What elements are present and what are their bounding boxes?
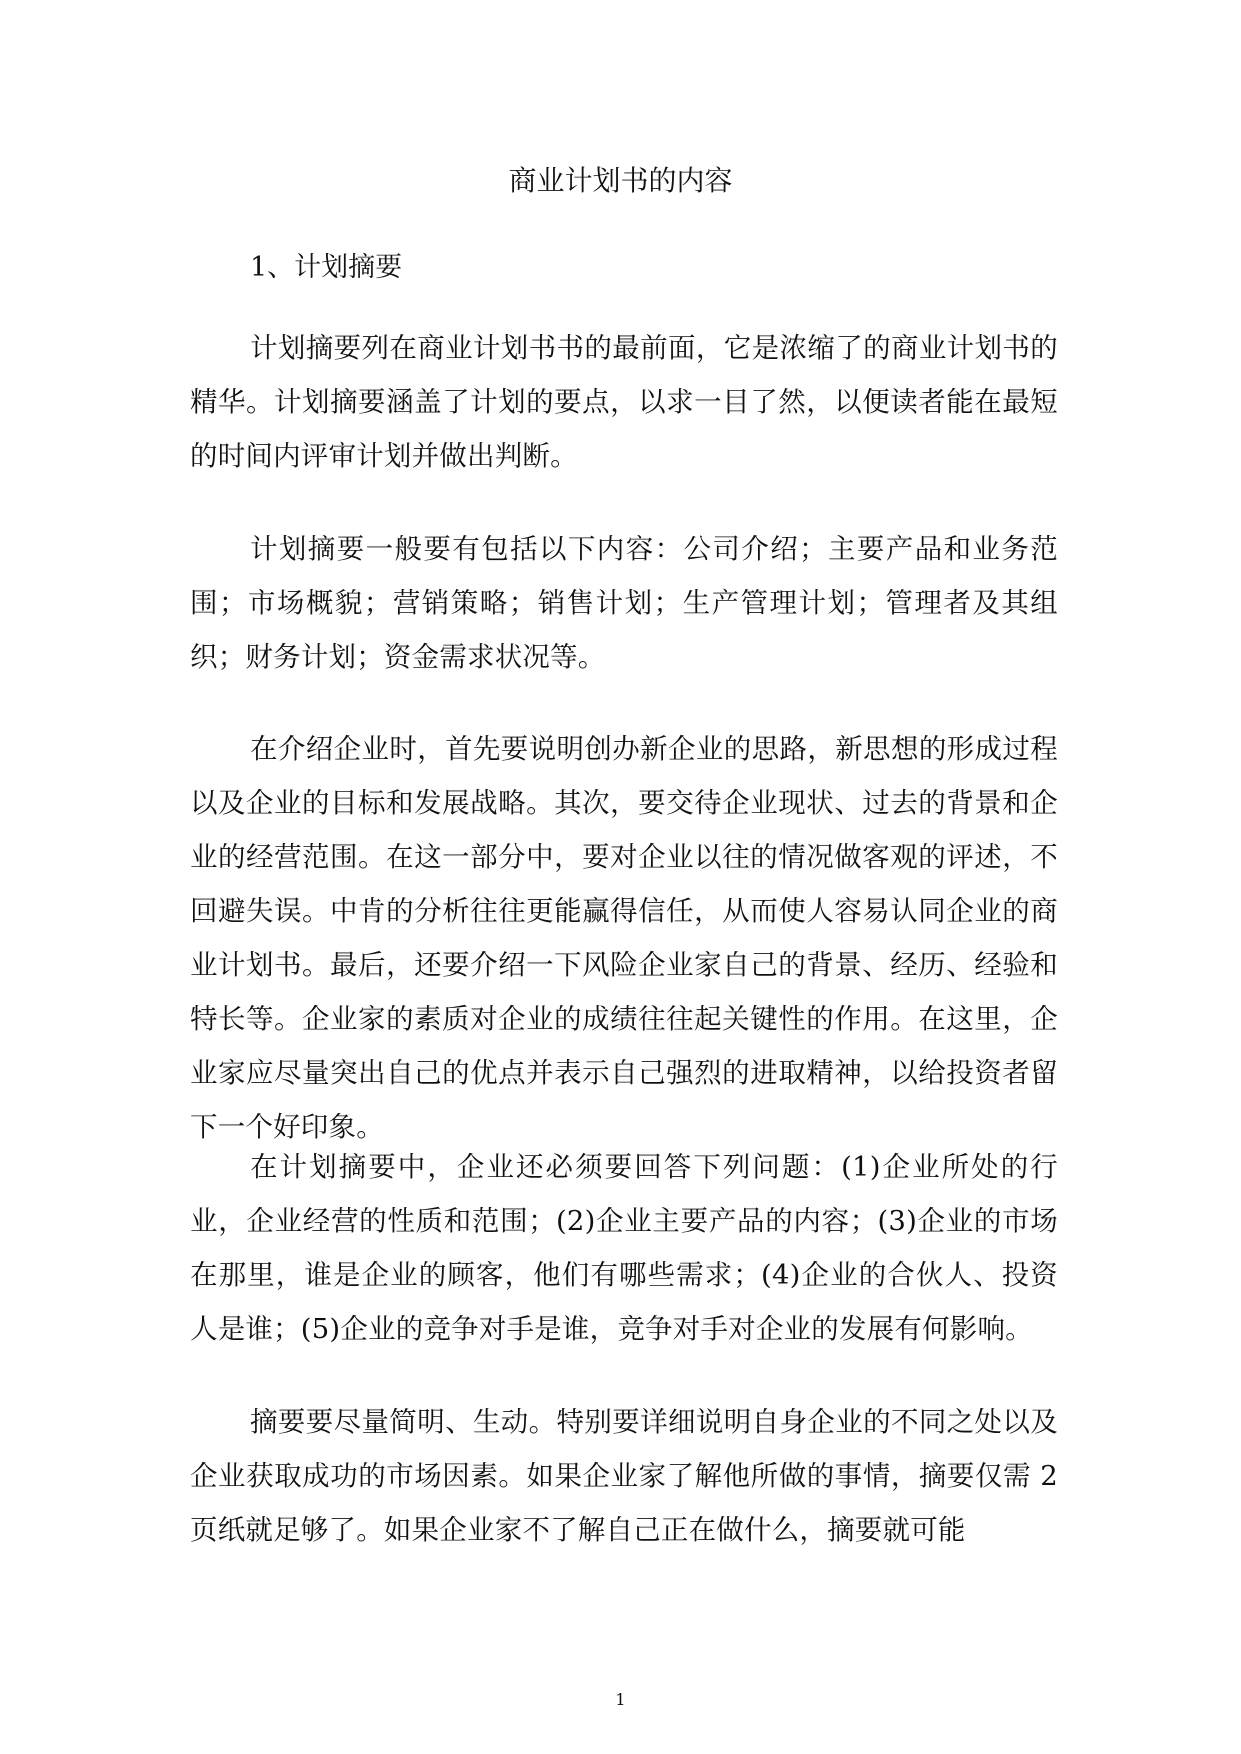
paragraph-summary-contents: 计划摘要一般要有包括以下内容：公司介绍；主要产品和业务范围；市场概貌；营销策略；销售计划；生产管理计划；管理者及其组织；财务计划；资金需求状况等。 [190, 533, 1058, 673]
paragraph-questions: 在计划摘要中，企业还必须要回答下列问题：(1)企业所处的行业，企业经营的性质和范围；(2)企业主要产品的内容；(3)企业的市场在那里，谁是企业的顾客，他们有哪些需求；(4)企业的合伙人、投资人是谁；(5)企业的竞争对手是谁，竞争对手对企业的发展有何影响。 [190, 1151, 1058, 1345]
paragraph-summary-position: 计划摘要列在商业计划书书的最前面，它是浓缩了的商业计划书的精华。计划摘要涵盖了计划的要点，以求一目了然，以便读者能在最短的时间内评审计划并做出判断。 [190, 332, 1058, 472]
paragraph-conciseness: 摘要要尽量简明、生动。特别要详细说明自身企业的不同之处以及企业获取成功的市场因素。如果企业家了解他所做的事情，摘要仅需 2 页纸就足够了。如果企业家不了解自己正在做什么，摘要就可能 [190, 1406, 1058, 1546]
section-heading: 1、计划摘要 [250, 252, 403, 283]
document-title: 商业计划书的内容 [508, 164, 733, 197]
page-number: 1 [615, 1690, 626, 1709]
paragraph-company-introduction: 在介绍企业时，首先要说明创办新企业的思路，新思想的形成过程以及企业的目标和发展战略。其次，要交待企业现状、过去的背景和企业的经营范围。在这一部分中，要对企业以往的情况做客观的评述，不回避失误。中肯的分析往往更能赢得信任，从而使人容易认同企业的商业计划书。最后，还要介绍一下风险企业家自己的背景、经历、经验和特长等。企业家的素质对企业的成绩往往起关键性的作用。在这里，企业家应尽量突出自己的优点并表示自己强烈的进取精神，以给投资者留下一个好印象。 [190, 733, 1058, 1143]
